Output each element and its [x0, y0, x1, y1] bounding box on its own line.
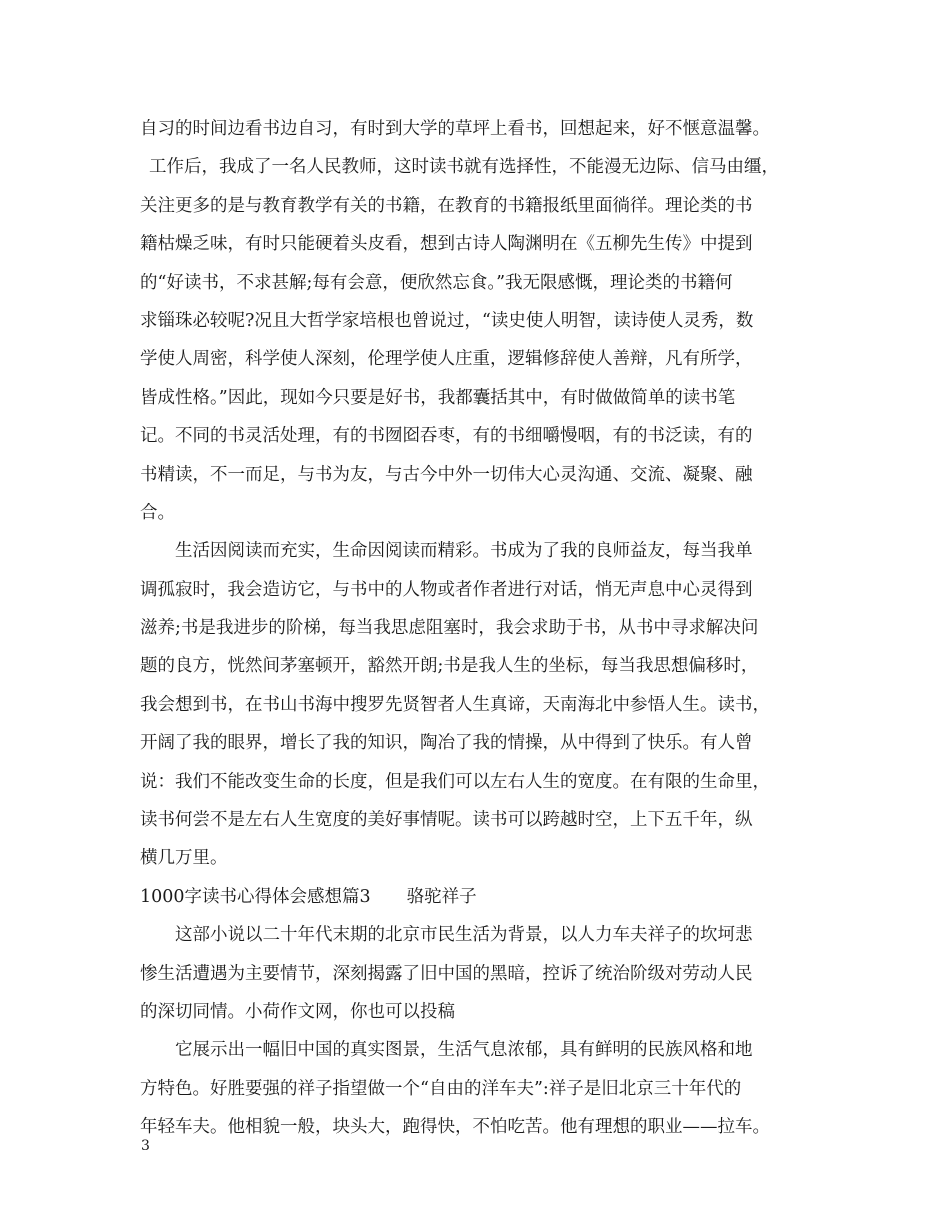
section-heading-number: 1000字读书心得体会感想篇3: [140, 886, 371, 907]
section-heading: [140, 878, 820, 916]
text-line: 学使人周密，科学使人深刻，伦理学使人庄重，逻辑修辞使人善辩，凡有所学，: [140, 349, 753, 370]
text-line: 记。不同的书灵活处理，有的书囫囵吞枣，有的书细嚼慢咽，有的书泛读，有的: [140, 426, 753, 447]
text-line: 它展示出一幅旧中国的真实图景，生活气息浓郁，具有鲜明的民族风格和地: [175, 1040, 753, 1061]
text-line: 惨生活遭遇为主要情节，深刻揭露了旧中国的黑暗，控诉了统治阶级对劳动人民: [140, 963, 753, 984]
text-line: 开阔了我的眼界，增长了我的知识，陶冶了我的情操，从中得到了快乐。有人曾: [140, 733, 753, 754]
text-line: 题的良方，恍然间茅塞顿开，豁然开朗;书是我人生的坐标，每当我思想偏移时，: [140, 656, 759, 677]
text-line: 的深切同情。小荷作文网，你也可以投稿: [140, 1001, 455, 1022]
text-line: 合。: [140, 502, 175, 523]
text-line: 工作后，我成了一名人民教师，这时读书就有选择性，不能漫无边际、信马由缰，: [149, 157, 779, 178]
text-line: 自习的时间边看书边自习，有时到大学的草坪上看书，回想起来，好不惬意温馨。: [140, 119, 770, 139]
page-number: 3: [141, 1138, 150, 1154]
text-line: 我会想到书，在书山书海中搜罗先贤智者人生真谛，天南海北中参悟人生。读书，: [140, 694, 770, 715]
text-line: 皆成性格。”因此，现如今只要是好书，我都囊括其中，有时做做简单的读书笔: [140, 387, 736, 408]
text-line: 年轻车夫。他相貌一般，块头大，跑得快，不怕吃苦。他有理想的职业——拉车。: [140, 1117, 770, 1138]
text-line: 读书何尝不是左右人生宽度的美好事情呢。读书可以跨越时空，上下五千年，纵: [140, 810, 753, 831]
text-line: 调孤寂时，我会造访它，与书中的人物或者作者进行对话，悄无声息中心灵得到: [140, 579, 753, 600]
paragraph-block: [140, 916, 820, 1146]
document-body: [140, 110, 820, 1147]
text-line: 这部小说以二十年代末期的北京市民生活为背景，以人力车夫祥子的坎坷悲: [175, 925, 753, 946]
paragraph-block: [140, 110, 820, 878]
text-line: 横几万里。: [140, 848, 228, 869]
text-line: 方特色。好胜要强的祥子指望做一个“自由的洋车夫”:祥子是旧北京三十年代的: [140, 1078, 742, 1099]
text-line: 的“好读书，不求甚解;每有会意，便欣然忘食。”我无限感慨，理论类的书籍何: [140, 272, 733, 293]
text-line: 书精读，不一而足，与书为友，与古今中外一切伟大心灵沟通、交流、凝聚、融: [140, 464, 753, 485]
heading-spacer: [371, 878, 407, 916]
text-line: 滋养;书是我进步的阶梯，每当我思虑阻塞时，我会求助于书，从书中寻求解决问: [140, 618, 759, 639]
text-line: 生活因阅读而充实，生命因阅读而精彩。书成为了我的良师益友，每当我单: [175, 541, 753, 562]
text-line: 说：我们不能改变生命的长度，但是我们可以左右人生的宽度。在有限的生命里，: [140, 771, 770, 792]
text-line: 关注更多的是与教育教学有关的书籍，在教育的书籍报纸里面徜徉。理论类的书: [140, 195, 753, 216]
text-line: 籍枯燥乏味，有时只能硬着头皮看，想到古诗人陶渊明在《五柳先生传》中提到: [140, 234, 753, 255]
text-line: 求锱珠必较呢?况且大哲学家培根也曾说过，“读史使人明智，读诗使人灵秀，数: [140, 310, 754, 331]
section-heading-title: 骆驼祥子: [406, 886, 477, 907]
